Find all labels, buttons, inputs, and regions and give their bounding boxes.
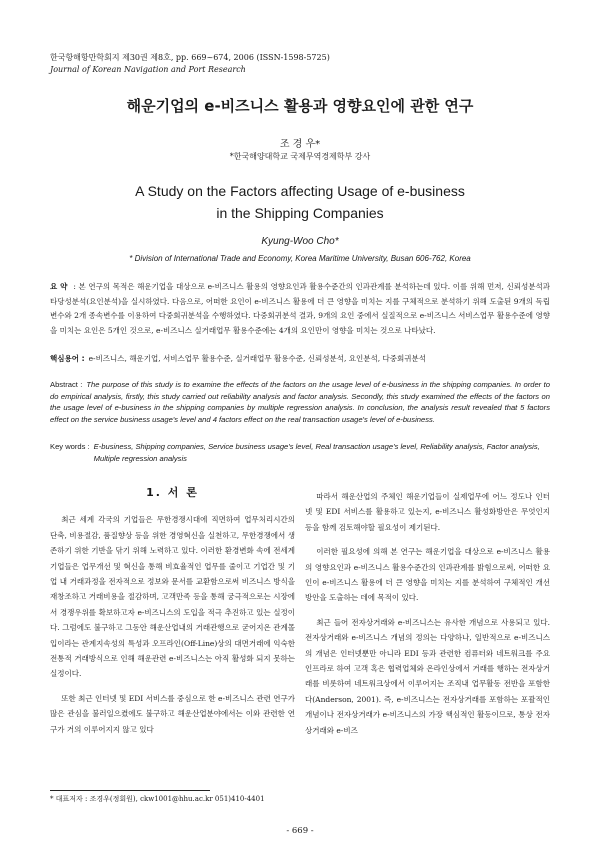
abstract-korean-text: : 본 연구의 목적은 해운기업을 대상으로 e-비즈니스 활용의 영향요인과 활용수준간의 인과관계를 분석하는데 있다. 이를 위해 먼저, 신뢰성분석과 타당성분석(요인분석)을 실시하였다. 다음으로, 어떠한 요인이 e-비즈니스 활용에 더 큰 영향을 미치는 지를 구체적으로 분석하기 위해 도출된 9개의 독립변수와 2개 종속변수를 이용하여 다중회귀분석을 수행하였다. 다중회귀분석 결과, 9개의 요인 중에서 실질적으로 e-비즈니스 서비스업무 활용수준에 영향을 미치는 요인은 5개인 것으로, e-비즈니스 실거래업무 활용수준에는 4개의 요인만이 영향을 미치는 것으로 나타났다. (50, 282, 550, 335)
affiliation-korean: *한국해양대학교 국제무역경제학부 강사 (229, 152, 371, 161)
body-column-right (305, 489, 550, 738)
author-english: Kyung-Woo Cho* (261, 236, 339, 247)
body-paragraph: 최근 들어 전자상거래와 e-비즈니스는 유사한 개념으로 사용되고 있다. 전자상거래와 e-비즈니스 개념의 정의는 다양하나, 일반적으로 e-비즈니스의 개념은 인터넷뿐만 아니라 EDI 등과 관련한 컴퓨터와 네트워크를 주요 인프라로 하여 고객 혹은 협력업체와 온라인상에서 거래를 행하는 전자상거래를 비롯하여 네트워크상에서 이루어지는 조직내 업무활동 전반을 포함한다(Anderson, 2001). 즉, e-비즈니스는 전자상거래를 포함하는 포괄적인 개념이나 전자상거래가 e-비즈니스의 가장 핵심적인 활동이므로, 통상 전자상거래와 e-비즈 (305, 617, 550, 735)
abstract-english (50, 379, 550, 425)
section-heading-introduction: 1. 서 론 (146, 486, 199, 499)
abstract-korean (50, 280, 550, 338)
footnote-divider (50, 790, 210, 791)
paper-title-korean: 해운기업의 e-비즈니스 활용과 영향요인에 관한 연구 (126, 97, 474, 115)
body-paragraph: 따라서 해운산업의 주체인 해운기업들이 실제업무에 어느 정도나 인터넷 및 EDI 서비스를 활용하고 있는지, e-비즈니스 활성화방안은 무엇인지 등을 함께 검토해야할 필요성이 제기된다. (305, 492, 550, 532)
body-paragraph: 최근 세계 각국의 기업들은 무한경쟁시대에 직면하여 업무처리시간의 단축, 비용절감, 품질향상 등을 위한 경영혁신을 실천하고, 무한경쟁에서 생존하기 위한 기반을 닦기 위해 노력하고 있다. 이러한 환경변화 속에 전세계 기업들은 업무개선 및 혁신을 통해 비효율적인 업무를 줄이고 기업간 및 기업 내 거래과정을 전자적으로 정보와 문서를 교환함으로써 비즈니스 방식을 재창조하고 거래비용을 절감하며, 고객만족 등을 통해 궁극적으로는 시장에서 경쟁우위를 확보하고자 e-비즈니스의 도입을 적극 추진하고 있는 실정이다. 그럼에도 불구하고 그동안 해운산업내의 거래관행으로 굳어지온 관계몰입이라는 관계지속성의 특성과 오프라인(Off-Line)상의 대면거래에 익숙한 전통적 거래방식으로 인해 해운관련 e-비즈니스는 아직 활성화 되지 못하는 실정이다. (50, 515, 295, 679)
abstract-korean-label: 요 약 (50, 282, 68, 291)
abstract-english-label: Abstract : (50, 380, 83, 389)
keywords-korean-label: 핵심용어 : (50, 354, 85, 363)
journal-citation: 한국항해항만학회지 제30권 제8호, pp. 669~674, 2006 (ISSN-1598-5725) (50, 53, 330, 62)
journal-name-english: Journal of Korean Navigation and Port Research (50, 65, 246, 74)
body-paragraph: 또한 최근 인터넷 및 EDI 서비스를 중심으로 한 e-비즈니스 관련 연구가 많은 관심을 불러일으켰에도 불구하고 해운산업분야에서는 이와 관련한 연구가 거의 이루어지지 않고 있다 (50, 693, 295, 734)
body-paragraph: 이러한 필요성에 의해 본 연구는 해운기업을 대상으로 e-비즈니스 활용의 영향요인과 e-비즈니스 활용수준간의 인과관계를 밝힘으로써, 어떠한 요인이 e-비즈니스 활용에 더 큰 영향을 미치는 지를 분석하여 구체적인 개선방안을 도출하는 데에 목적이 있다. (305, 547, 550, 603)
page-number: - 669 - (286, 826, 314, 836)
abstract-english-text: The purpose of this study is to examine the effects of the factors on the usage level of e-business in the shipping companies. In order to do empirical analysis, firstly, this study carried out reliability analysis and factor analysis. Secondly, this study examined the effects of the factors on the usage level of e-business in the shipping companies by multiple regression analysis. In conclusion, the analysis result revealed that 5 factors effect on the service business usage's level and 4 factors effect on the real transaction usage's level of e-business. (50, 380, 550, 424)
paper-title-english-line2: in the Shipping Companies (216, 205, 384, 221)
keywords-korean-text: e-비즈니스, 해운기업, 서비스업무 활용수준, 실거래업무 활용수준, 신뢰성분석, 요인분석, 다중회귀분석 (88, 354, 426, 363)
author-korean: 조 경 우* (279, 139, 321, 150)
keywords-english-text: E-business, Shipping companies, Service business usage's level, Real transaction usage's level, Reliability analysis, Factor analysis, Multiple regression analysis (93, 442, 540, 463)
keywords-english-label: Key words : (50, 442, 90, 451)
footnote-corresponding-author: * 대표저자 : 조경우(정회원), ckw1001@hhu.ac.kr 051)410-4401 (50, 795, 265, 803)
keywords-korean (50, 353, 550, 365)
affiliation-english: * Division of International Trade and Economy, Korea Maritime University, Busan 606-762, Korea (129, 254, 471, 263)
paper-title-english-line1: A Study on the Factors affecting Usage of e-business (135, 183, 465, 199)
paper-title-english (0, 180, 600, 224)
body-column-left (50, 485, 295, 737)
keywords-english (50, 441, 550, 464)
